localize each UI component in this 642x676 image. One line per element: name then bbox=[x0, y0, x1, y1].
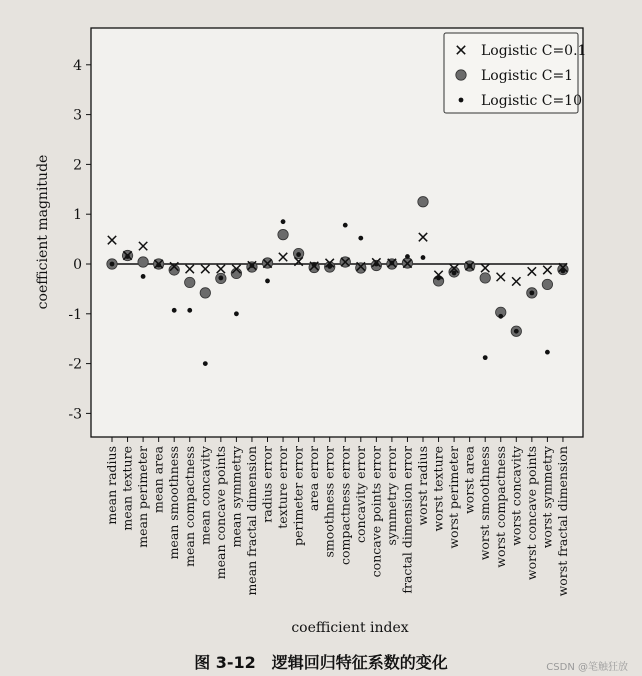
x-tick-label: worst area bbox=[461, 446, 477, 514]
x-tick-label: radius error bbox=[259, 446, 275, 523]
series-3-point bbox=[296, 252, 301, 257]
series-3-point bbox=[390, 261, 395, 266]
x-tick-label: worst concave points bbox=[523, 446, 539, 581]
legend-marker bbox=[456, 70, 466, 80]
x-tick-label: concave points error bbox=[368, 446, 384, 578]
legend-marker bbox=[459, 98, 464, 103]
series-2-point bbox=[356, 263, 366, 273]
series-3-point bbox=[156, 263, 161, 268]
x-tick-label: worst fractal dimension bbox=[554, 446, 570, 597]
series-3-point bbox=[374, 262, 379, 267]
series-3-point bbox=[529, 290, 534, 295]
series-3-point bbox=[203, 361, 208, 366]
series-3-point bbox=[405, 254, 410, 259]
x-tick-label: mean area bbox=[150, 446, 166, 514]
series-3-point bbox=[234, 311, 239, 316]
x-tick-label: area error bbox=[306, 446, 322, 512]
y-tick-label: 3 bbox=[73, 107, 82, 124]
x-tick-label: worst radius bbox=[415, 446, 430, 526]
y-tick-label: 2 bbox=[73, 157, 82, 174]
y-tick-label: 1 bbox=[73, 207, 82, 224]
x-tick-label: worst texture bbox=[430, 446, 446, 532]
x-tick-label: perimeter error bbox=[290, 446, 306, 546]
x-tick-label: mean perimeter bbox=[135, 446, 151, 548]
series-3-point bbox=[358, 236, 363, 241]
series-3-point bbox=[343, 223, 348, 228]
legend-label: Logistic C=10 bbox=[481, 93, 583, 109]
x-tick-label: worst smoothness bbox=[477, 446, 493, 561]
x-tick-label: mean smoothness bbox=[166, 446, 182, 560]
series-3-point bbox=[498, 314, 503, 319]
series-3-point bbox=[452, 271, 457, 276]
series-3-point bbox=[250, 263, 255, 268]
x-tick-label: concavity error bbox=[352, 446, 368, 543]
x-tick-label: texture error bbox=[275, 446, 291, 529]
x-tick-label: compactness error bbox=[337, 446, 353, 565]
series-2-point bbox=[278, 229, 288, 239]
figure-caption: 图 3-12 逻辑回归特征系数的变化 bbox=[194, 653, 448, 672]
y-axis-label: coefficient magnitude bbox=[35, 154, 51, 310]
x-tick-label: mean radius bbox=[104, 446, 119, 525]
series-3-point bbox=[421, 255, 426, 260]
x-tick-label: mean fractal dimension bbox=[243, 446, 259, 596]
y-tick-label: 4 bbox=[73, 57, 82, 74]
watermark: CSDN @笔触狂放 bbox=[546, 662, 628, 673]
series-2-point bbox=[542, 279, 552, 289]
x-tick-label: mean texture bbox=[119, 446, 135, 531]
legend-label: Logistic C=1 bbox=[481, 68, 574, 84]
series-3-point bbox=[141, 274, 146, 279]
series-3-point bbox=[110, 262, 115, 267]
legend-label: Logistic C=0.1 bbox=[481, 43, 587, 59]
series-3-point bbox=[312, 263, 317, 268]
series-3-point bbox=[327, 264, 332, 269]
series-3-point bbox=[514, 329, 519, 334]
series-3-point bbox=[187, 308, 192, 313]
x-tick-label: mean concavity bbox=[197, 446, 213, 545]
series-2-point bbox=[418, 197, 428, 207]
series-2-point bbox=[185, 277, 195, 287]
series-3-point bbox=[125, 254, 130, 259]
y-tick-label: -3 bbox=[68, 406, 82, 423]
y-tick-label: 0 bbox=[73, 257, 82, 273]
y-tick-label: -1 bbox=[68, 306, 82, 323]
series-3-point bbox=[281, 219, 286, 224]
series-3-point bbox=[265, 279, 270, 284]
series-3-point bbox=[561, 269, 566, 274]
x-tick-label: mean concave points bbox=[212, 446, 228, 580]
x-tick-label: smoothness error bbox=[321, 446, 337, 558]
series-3-point bbox=[545, 350, 550, 355]
x-tick-label: symmetry error bbox=[383, 446, 399, 546]
series-3-point bbox=[467, 264, 472, 269]
x-tick-label: worst compactness bbox=[492, 446, 508, 568]
x-tick-label: mean compactness bbox=[181, 446, 197, 567]
x-tick-label: worst perimeter bbox=[446, 445, 462, 549]
series-3-point bbox=[218, 276, 223, 281]
y-tick-label: -2 bbox=[68, 356, 82, 373]
series-2-point bbox=[480, 273, 490, 283]
x-tick-label: worst concavity bbox=[508, 446, 524, 546]
x-axis-label: coefficient index bbox=[291, 620, 409, 636]
x-tick-label: fractal dimension error bbox=[399, 446, 415, 594]
series-2-point bbox=[200, 288, 210, 298]
series-3-point bbox=[483, 355, 488, 360]
x-tick-label: mean symmetry bbox=[228, 446, 244, 548]
series-3-point bbox=[436, 276, 441, 281]
series-3-point bbox=[172, 308, 177, 313]
series-2-point bbox=[138, 257, 148, 267]
x-tick-label: worst symmetry bbox=[539, 446, 555, 549]
